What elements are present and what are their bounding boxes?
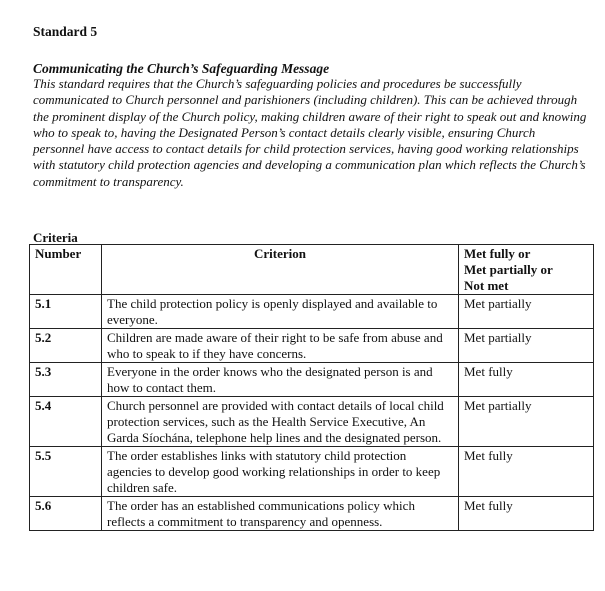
row-number: 5.4 xyxy=(30,397,102,447)
row-criterion: Church personnel are provided with contact details of local child protection services, such as the Health Service Executive, An Garda Síochána, telephone help lines and the designated person. xyxy=(102,397,459,447)
row-criterion: Everyone in the order knows who the designated person is and how to contact them. xyxy=(102,363,459,397)
row-criterion: Children are made aware of their right to be safe from abuse and who to speak to if they have concerns. xyxy=(102,329,459,363)
header-number: Number xyxy=(30,245,102,295)
table-row xyxy=(30,447,594,497)
row-status: Met partially xyxy=(459,329,594,363)
row-number: 5.5 xyxy=(30,447,102,497)
header-status-line: Met partially or xyxy=(464,262,553,277)
row-status: Met fully xyxy=(459,497,594,531)
row-status: Met partially xyxy=(459,295,594,329)
header-status-line: Met fully or xyxy=(464,246,531,261)
row-number: 5.6 xyxy=(30,497,102,531)
row-criterion: The order has an established communications policy which reflects a commitment to transparency and openness. xyxy=(102,497,459,531)
table-row xyxy=(30,363,594,397)
row-number: 5.3 xyxy=(30,363,102,397)
row-status: Met fully xyxy=(459,447,594,497)
standard-heading: Communicating the Church’s Safeguarding Message xyxy=(33,61,330,76)
header-criterion: Criterion xyxy=(102,245,459,295)
header-status-line: Not met xyxy=(464,278,509,293)
row-number: 5.2 xyxy=(30,329,102,363)
standard-description: This standard requires that the Church’s safeguarding policies and procedures be successfully communicated to Church personnel and parishioners (including children). This can be achieved through the prominent display of the Church policy, making children aware of their right to speak out and knowing who to speak to, having the Designated Person’s contact details clearly visible, ensuring Church personnel have access to contact details for child protection services, having good working relationships with statutory child protection agencies and developing a communication plan which reflects the Church’s commitment to transparency. xyxy=(33,76,587,189)
row-criterion: The order establishes links with statutory child protection agencies to develop good working relationships in order to keep children safe. xyxy=(102,447,459,497)
table-row xyxy=(30,397,594,447)
table-row xyxy=(30,295,594,329)
standard-title: Standard 5 xyxy=(33,24,98,39)
row-status: Met fully xyxy=(459,363,594,397)
table-row xyxy=(30,497,594,531)
criteria-table xyxy=(29,244,594,531)
table-header-row xyxy=(30,245,594,295)
row-criterion: The child protection policy is openly displayed and available to everyone. xyxy=(102,295,459,329)
header-status xyxy=(459,245,594,295)
row-number: 5.1 xyxy=(30,295,102,329)
table-row xyxy=(30,329,594,363)
row-status: Met partially xyxy=(459,397,594,447)
criteria-label: Criteria xyxy=(33,230,78,245)
